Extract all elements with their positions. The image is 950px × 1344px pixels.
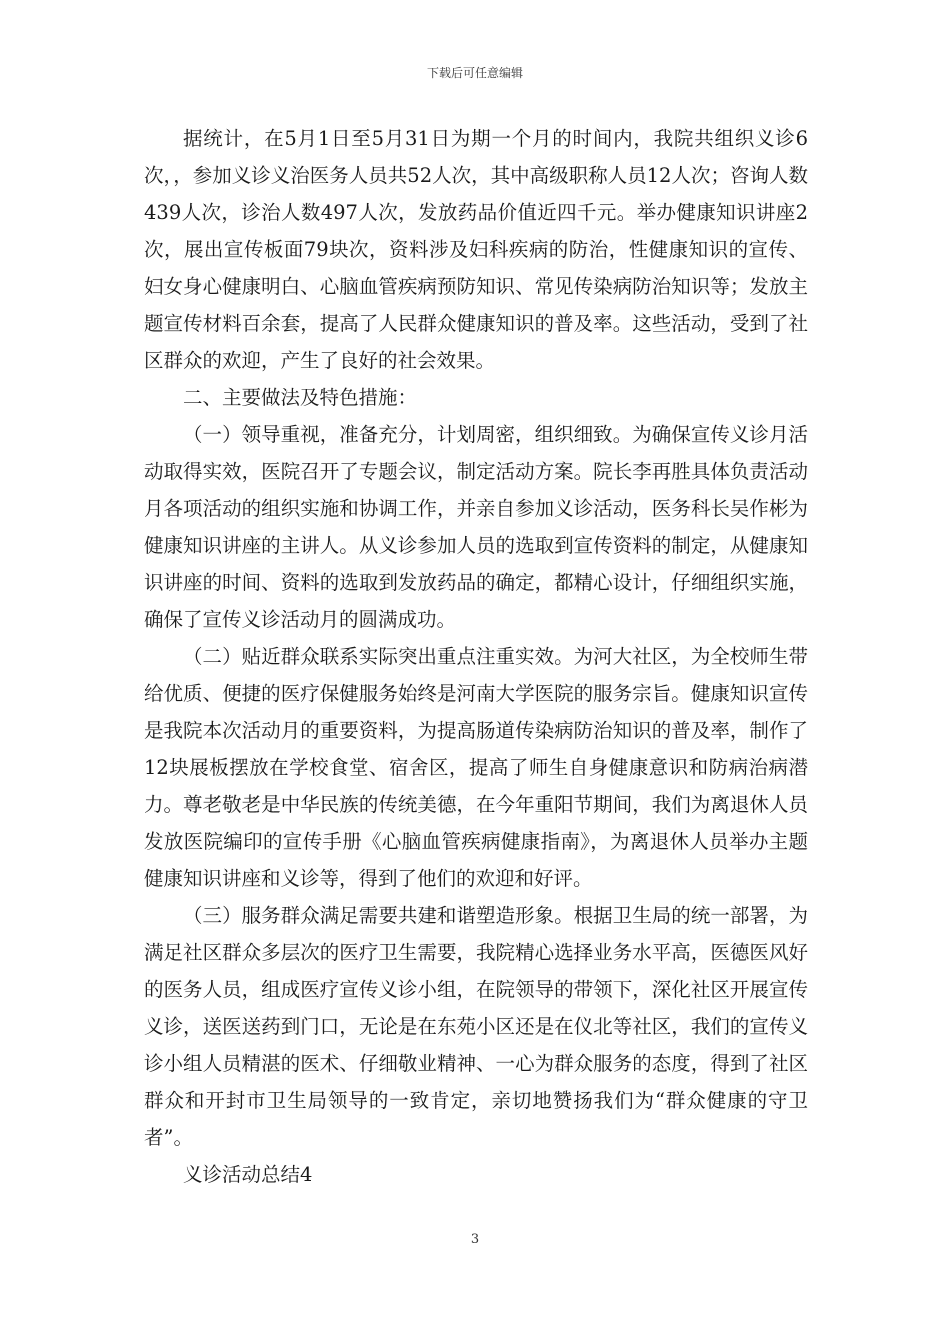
paragraph-community: （二）贴近群众联系实际突出重点注重实效。为河大社区，为全校师生带给优质、便捷的医疗保健服务始终是河南大学医院的服务宗旨。健康知识宣传是我院本次活动月的重要资料，为提高肠道传染病防治知识的普及率，制作了12块展板摆放在学校食堂、宿舍区，提高了师生自身健康意识和防病治病潜力。尊老敬老是中华民族的传统美德，在今年重阳节期间，我们为离退休人员发放医院编印的宣传手册《心脑血管疾病健康指南》，为离退休人员举办主题健康知识讲座和义诊等，得到了他们的欢迎和好评。 bbox=[144, 645, 808, 890]
paragraph-statistics: 据统计，在5月1日至5月31日为期一个月的时间内，我院共组织义诊6次，，参加义诊义治医务人员共52人次，其中高级职称人员12人次；咨询人数439人次，诊治人数497人次，发放药品价值近四千元。举办健康知识讲座2次，展出宣传板面79块次，资料涉及妇科疾病的防治，性健康知识的宣传、妇女身心健康明白、心脑血管疾病预防知识、常见传染病防治知识等；发放主题宣传材料百余套，提高了人民群众健康知识的普及率。这些活动，受到了社区群众的欢迎，产生了良好的社会效果。 bbox=[144, 127, 808, 372]
section-title-summary-4: 义诊活动总结4 bbox=[183, 1163, 313, 1186]
paragraph-leadership: （一）领导重视，准备充分，计划周密，组织细致。为确保宣传义诊月活动取得实效，医院召开了专题会议，制定活动方案。院长李再胜具体负责活动月各项活动的组织实施和协调工作，并亲自参加义诊活动，医务科长吴作彬为健康知识讲座的主讲人。从义诊参加人员的选取到宣传资料的制定，从健康知识讲座的时间、资料的选取到发放药品的确定，都精心设计，仔细组织实施，确保了宣传义诊活动月的圆满成功。 bbox=[144, 423, 808, 631]
page-number: 3 bbox=[470, 1232, 480, 1247]
document-body bbox=[144, 120, 808, 1193]
page-header: 下载后可任意编辑 bbox=[426, 66, 523, 80]
paragraph-service: （三）服务群众满足需要共建和谐塑造形象。根据卫生局的统一部署，为满足社区群众多层次的医疗卫生需要，我院精心选择业务水平高，医德医风好的医务人员，组成医疗宣传义诊小组，在院领导的带领下，深化社区开展宣传义诊，送医送药到门口，无论是在东苑小区还是在仪北等社区，我们的宣传义诊小组人员精湛的医术、仔细敬业精神、一心为群众服务的态度，得到了社区群众和开封市卫生局领导的一致肯定，亲切地赞扬我们为“群众健康的守卫者”。 bbox=[144, 904, 808, 1149]
section-heading-main-measures: 二、主要做法及特色措施： bbox=[183, 386, 418, 409]
